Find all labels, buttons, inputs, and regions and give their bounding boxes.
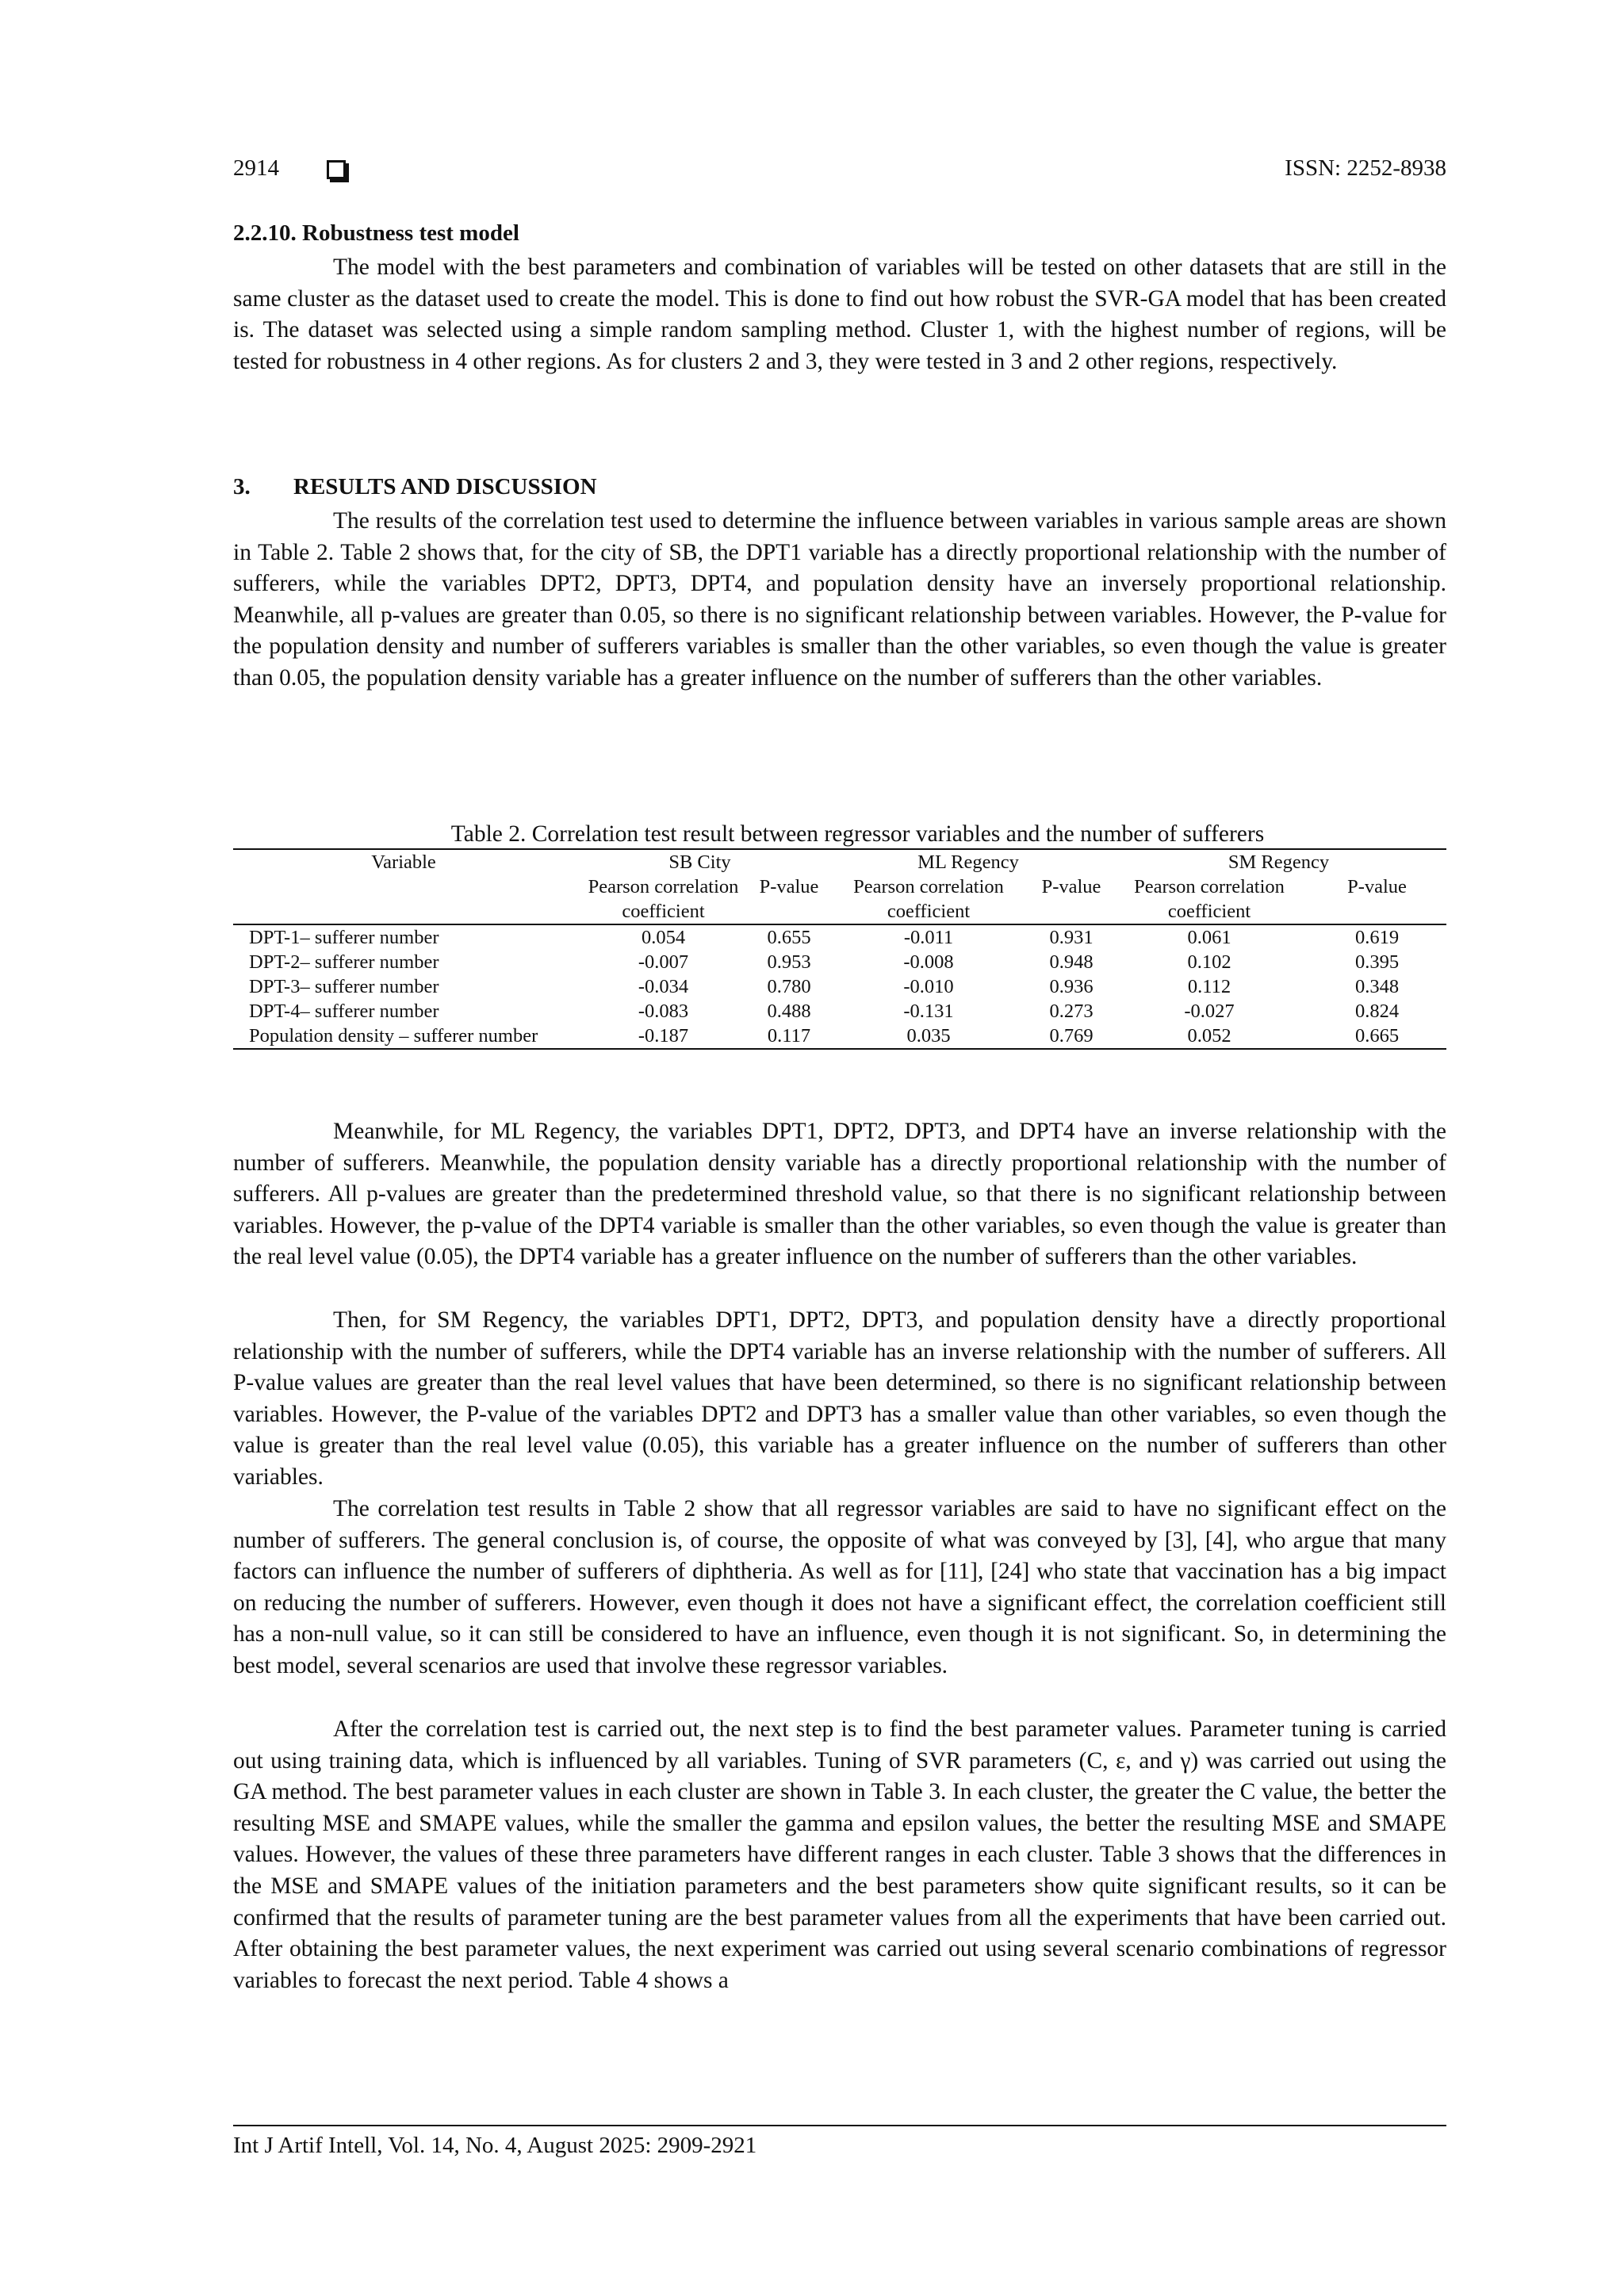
cell: 0.824: [1354, 1001, 1400, 1022]
cell: 0.112: [1187, 976, 1231, 997]
group-sm-regency: SM Regency: [1111, 849, 1446, 874]
page-footer: [233, 2125, 1446, 2159]
section-number: 3.: [233, 474, 251, 499]
table-subheader-row: [233, 874, 1446, 899]
row-variable: DPT-1– sufferer number: [249, 927, 439, 948]
cell: -0.027: [1184, 1001, 1235, 1022]
cell: -0.007: [638, 951, 689, 973]
page-header: [233, 155, 1446, 193]
cell: -0.131: [903, 1001, 954, 1022]
cell: 0.769: [1032, 1024, 1111, 1049]
cell: 0.035: [825, 1024, 1032, 1049]
cell: -0.011: [903, 927, 954, 948]
table-row: [233, 999, 1446, 1024]
section-heading-results: [233, 474, 597, 500]
table-row: [233, 974, 1446, 999]
cell: 0.931: [1049, 927, 1094, 948]
col-variable: Variable: [233, 849, 574, 874]
table-row: [233, 924, 1446, 950]
cell: -0.034: [638, 976, 689, 997]
sub-pvalue: P-value: [759, 876, 819, 897]
sub-pvalue: P-value: [1347, 876, 1407, 897]
cell: -0.187: [574, 1024, 753, 1049]
cell: 0.665: [1308, 1024, 1446, 1049]
paragraph-results-3: Then, for SM Regency, the variables DPT1, DPT2, DPT3, and population density have a directly proportional relationship with the number of sufferers, while the DPT4 variable has an inverse relationship with the number of sufferers. All P-value values are greater than the real level values that have been determined, so there is no significant relationship between variables. However, the P-value of the variables DPT2 and DPT3 has a smaller value than other variables, so even though the value is greater than the real level value (0.05), this variable has a greater influence on the number of sufferers than other variables.: [233, 1307, 1446, 1490]
table-2: [233, 820, 1446, 1050]
cell: 0.061: [1187, 927, 1231, 948]
cell: 0.117: [753, 1024, 825, 1049]
paragraph-results-2: Meanwhile, for ML Regency, the variables DPT1, DPT2, DPT3, and DPT4 have an inverse relationship with the number of sufferers. Meanwhile, the population density variable has a directly proportional relationship with the number of sufferers. All p-values are greater than the predetermined threshold value, so that there is no significant relationship between variables. However, the p-value of the DPT4 variable is smaller than the other variables, so even though the value is greater than the real level value (0.05), the DPT4 variable has a greater influence on the number of sufferers than the other variables.: [233, 1119, 1446, 1270]
table-caption: Table 2. Correlation test result between regressor variables and the number of sufferers: [450, 821, 1265, 847]
table-subheader-row-2: [233, 899, 1446, 924]
issn: ISSN: 2252-8938: [1285, 155, 1446, 181]
sub-pearson: Pearson correlation: [1134, 876, 1285, 897]
cell: 0.348: [1354, 976, 1400, 997]
journal-citation: Int J Artif Intell, Vol. 14, No. 4, August 2025: 2909-2921: [233, 2133, 757, 2158]
paragraph-results-5: After the correlation test is carried out, the next step is to find the best parameter values. Parameter tuning is carried out using training data, which is influenced by all variables. Tuning of SVR parameters (C, ε, and γ) was carried out using the GA method. The best parameter values in each cluster are shown in Table 3. In each cluster, the greater the C value, the better the resulting MSE and SMAPE values, while the smaller the gamma and epsilon values, the better the resulting MSE and SMAPE values. However, the values of these three parameters have different ranges in each cluster. Table 3 shows that the differences in the MSE and SMAPE values of the initiation parameters and the best parameters show quite significant results, so it can be confirmed that the results of parameter tuning are the best parameter values from all the experiments that have been carried out. After obtaining the best parameter values, the next experiment was carried out using several scenario combinations of regressor variables to forecast the next period. Table 4 shows a: [233, 1716, 1446, 1993]
section-heading-robustness: 2.2.10. Robustness test model: [233, 220, 519, 246]
sub-coefficient: coefficient: [574, 899, 753, 924]
sub-pearson: Pearson correlation: [853, 876, 1004, 897]
paragraph-results-4: The correlation test results in Table 2 show that all regressor variables are said to have no significant effect on the number of sufferers. The general conclusion is, of course, the opposite of what was conveyed by [3], [4], who argue that many factors can influence the number of sufferers of diphtheria. As well as for [11], [24] who state that vaccination has a big impact on reducing the number of sufferers. However, even though it does not have a significant effect, the correlation coefficient still has a non-null value, so it can still be considered to have an influence, even though it is not significant. So, in determining the best model, several scenarios are used that involve these regressor variables.: [233, 1496, 1446, 1678]
cell: 0.953: [767, 951, 811, 973]
group-ml-regency: ML Regency: [825, 849, 1111, 874]
cell: 0.488: [767, 1001, 811, 1022]
sub-pearson: Pearson correlation: [588, 876, 739, 897]
row-variable: DPT-2– sufferer number: [249, 951, 439, 973]
page-number: 2914: [233, 155, 279, 181]
paragraph-results-1: The results of the correlation test used to determine the influence between variables in various sample areas are shown in Table 2. Table 2 shows that, for the city of SB, the DPT1 variable has a directly proportional relationship with the number of sufferers, while the variables DPT2, DPT3, DPT4, and population density have an inversely proportional relationship. Meanwhile, all p-values are greater than 0.05, so there is no significant relationship between variables. However, the P-value for the population density and number of sufferers variables is smaller than the other variables, so even though the value is greater than 0.05, the population density variable has a greater influence on the number of sufferers than the other variables.: [233, 508, 1446, 691]
cell: -0.008: [903, 951, 954, 973]
cell: 0.936: [1049, 976, 1094, 997]
table-row: [233, 950, 1446, 974]
cell: 0.395: [1354, 951, 1400, 973]
row-variable: Population density – sufferer number: [233, 1024, 574, 1049]
square-bullet-icon: [327, 160, 346, 179]
sub-pvalue: P-value: [1041, 876, 1101, 897]
cell: 0.619: [1354, 927, 1400, 948]
group-sb-city: SB City: [574, 849, 825, 874]
cell: -0.010: [903, 976, 954, 997]
cell: -0.083: [638, 1001, 689, 1022]
sub-coefficient: coefficient: [1111, 899, 1308, 924]
table-header-row: [233, 849, 1446, 874]
cell: 0.948: [1049, 951, 1094, 973]
section-title: RESULTS AND DISCUSSION: [293, 474, 597, 499]
table-row: [233, 1024, 1446, 1049]
row-variable: DPT-3– sufferer number: [249, 976, 439, 997]
sub-coefficient: coefficient: [825, 899, 1032, 924]
cell: 0.655: [767, 927, 811, 948]
cell: 0.273: [1049, 1001, 1094, 1022]
cell: 0.780: [767, 976, 811, 997]
paragraph-robustness: The model with the best parameters and combination of variables will be tested on other datasets that are still in the same cluster as the dataset used to create the model. This is done to find out how robust the SVR-GA model that has been created is. The dataset was selected using a simple random sampling method. Cluster 1, with the highest number of regions, will be tested for robustness in 4 other regions. As for clusters 2 and 3, they were tested in 3 and 2 other regions, respectively.: [233, 254, 1446, 374]
cell: 0.052: [1111, 1024, 1308, 1049]
cell: 0.102: [1187, 951, 1231, 973]
correlation-table: [233, 848, 1446, 1050]
cell: 0.054: [641, 927, 686, 948]
row-variable: DPT-4– sufferer number: [249, 1001, 439, 1022]
